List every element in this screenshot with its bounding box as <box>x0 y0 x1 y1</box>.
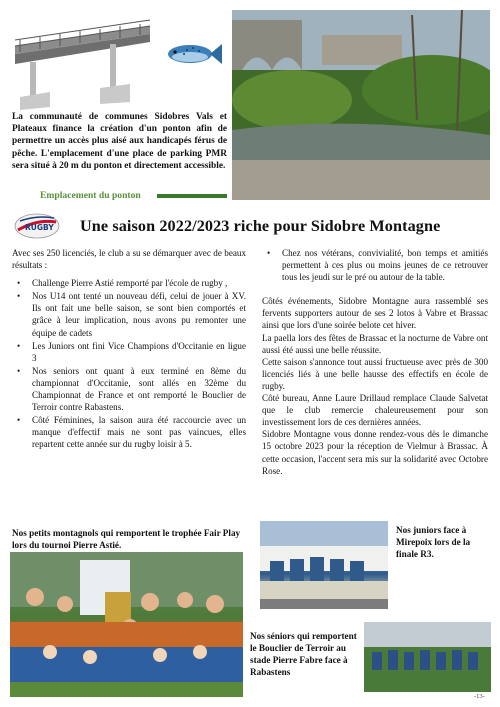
juniors-caption: Nos juniors face à Mirepoix lors de la finale R3. <box>396 525 471 559</box>
seniors-caption: Nos séniors qui remportent le Bouclier de Terroir au stade Pierre Fabre face à Rabastens <box>250 631 357 677</box>
fairplay-team-photo <box>10 552 243 697</box>
results-list <box>12 277 246 450</box>
fairplay-caption: Nos petits montagnols qui remportent le trophée Fair Play lors du tournoi Pierre Astié. <box>12 528 241 550</box>
veterans-list <box>262 247 488 283</box>
paragraph: Cette saison s'annonce tout aussi fructueuse avec près de 300 licenciés liés à une belle hausse des effectifs en école de rugby. <box>262 356 488 391</box>
juniors-team-photo <box>260 521 388 609</box>
list-item: • Challenge Pierre Astié remporté par l'école de rugby , <box>12 277 246 289</box>
list-item: • Les Juniors ont fini Vice Champions d'Occitanie en ligue 3 <box>12 340 246 364</box>
ponton-location-label: Emplacement du ponton <box>40 190 141 201</box>
left-column <box>12 247 246 452</box>
river-bridge-photo <box>232 10 490 200</box>
list-item: • Chez nos vétérans, convivialité, bon temps et amitiés permettent à ces plus ou moins jeunes de ce retrouver tous les jeudi sur le pré ou autour de la table. <box>262 247 488 283</box>
right-column <box>262 247 488 477</box>
list-item: • Nos U14 ont tenté un nouveau défi, celui de jouer à XV. Ils ont fait une belle saison, se sont bien comportés et grâce à leur implication, nous avons pu remonter une équipe de cadets <box>12 290 246 338</box>
paragraph: Côté bureau, Anne Laure Drillaud remplace Claude Salvetat que le club remercie chaleureusement pour son investissement lors de ces dernières années. <box>262 393 488 428</box>
paragraph: La paella lors des fêtes de Brassac et la nocturne de Vabre ont aussi été aussi une belle réussite. <box>262 332 488 355</box>
ponton-illustration <box>10 12 160 112</box>
article-headline: Une saison 2022/2023 riche pour Sidobre Montagne <box>80 217 441 235</box>
list-item: • Côté Féminines, la saison aura été raccourcie avec un manque d'effectif mais ne sont pas vaincues, elles repartent cette année sur du rugby loisir à 5. <box>12 414 246 450</box>
seniors-team-photo <box>364 622 491 692</box>
rugby-logo-text: RUGBY <box>25 223 54 232</box>
fish-icon <box>162 34 224 74</box>
list-item: • Nos seniors ont quant à eux terminé en 8ème du championnat d'Occitanie, sont allés en 32ème du Championnat de France et ont remporté le Bouclier de Terroir contre Rabastens. <box>12 365 246 413</box>
page-number: -13- <box>474 693 485 700</box>
intro-paragraph: Avec ses 250 licenciés, le club a su se démarquer avec de beaux résultats : <box>12 248 246 271</box>
rugby-ball-logo <box>14 213 60 239</box>
arrow-right-icon <box>157 194 227 198</box>
paragraph: Côtés événements, Sidobre Montagne aura rassemblé ses fervents supporters autour de ses 2 lotos à Vabre et Brassac ainsi que lors d'une soirée belote cet hiver. <box>262 296 488 331</box>
paragraph: Sidobre Montagne vous donne rendez-vous dès le dimanche 15 octobre 2023 pour la réception de Vielmur à Brassac. À cette occasion, l'accent sera mis sur la solidarité avec Octobre Rose. <box>262 429 488 476</box>
ponton-caption: La communauté de communes Sidobres Vals et Plateaux finance la création d'un ponton afin de permettre un accès plus aisé aux handicapés férus de pêche. L'emplacement d'une place de parking PMR sera situé à 20 m du ponton et directement accessible. <box>12 112 227 171</box>
